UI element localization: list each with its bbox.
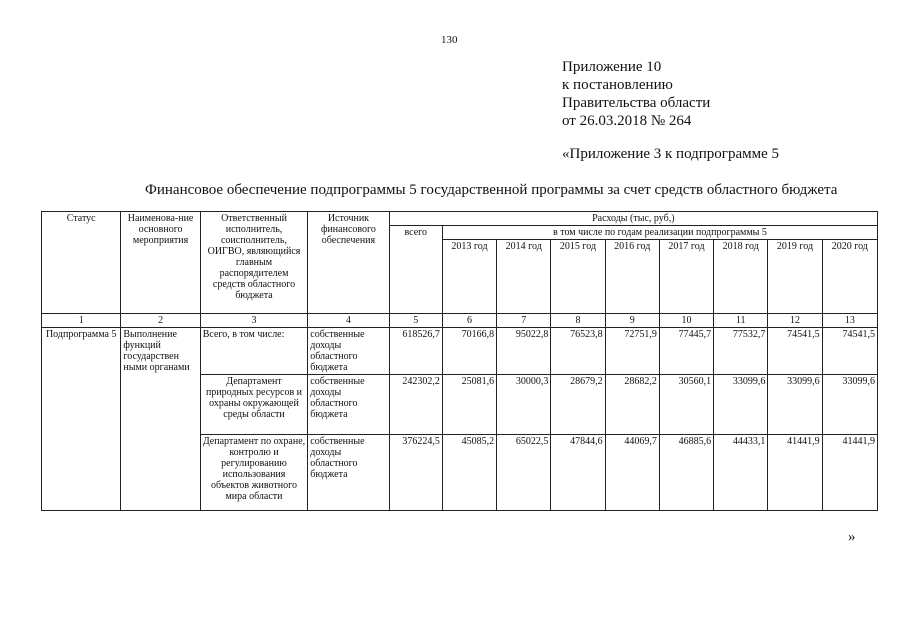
value-cell: 41441,9 bbox=[768, 435, 822, 511]
responsible-cell: Департамент природных ресурсов и охраны окружающей среды области bbox=[200, 375, 308, 435]
header-year: 2018 год bbox=[714, 240, 768, 314]
total-cell: 242302,2 bbox=[389, 375, 442, 435]
value-cell: 65022,5 bbox=[497, 435, 551, 511]
value-cell: 76523,8 bbox=[551, 328, 605, 375]
value-cell: 44069,7 bbox=[605, 435, 659, 511]
column-number: 11 bbox=[714, 314, 768, 328]
value-cell: 44433,1 bbox=[714, 435, 768, 511]
column-number: 13 bbox=[822, 314, 877, 328]
value-cell: 74541,5 bbox=[822, 328, 877, 375]
header-responsible: Ответственный исполнитель, соисполнитель, ОИГВО, являющийся главным распорядителем средств областного бюджета bbox=[200, 212, 308, 314]
header-year: 2020 год bbox=[822, 240, 877, 314]
total-cell: 376224,5 bbox=[389, 435, 442, 511]
value-cell: 77445,7 bbox=[659, 328, 713, 375]
status-cell: Подпрограмма 5 bbox=[42, 328, 121, 511]
column-number: 2 bbox=[121, 314, 200, 328]
column-number: 10 bbox=[659, 314, 713, 328]
column-number: 7 bbox=[497, 314, 551, 328]
value-cell: 95022,8 bbox=[497, 328, 551, 375]
value-cell: 77532,7 bbox=[714, 328, 768, 375]
header-row-1 bbox=[42, 212, 878, 226]
appendix-line-3: Правительства области bbox=[562, 95, 711, 111]
header-year: 2013 год bbox=[442, 240, 496, 314]
value-cell: 70166,8 bbox=[442, 328, 496, 375]
value-cell: 33099,6 bbox=[714, 375, 768, 435]
header-year: 2015 год bbox=[551, 240, 605, 314]
financing-table bbox=[41, 211, 878, 511]
value-cell: 25081,6 bbox=[442, 375, 496, 435]
header-year: 2014 год bbox=[497, 240, 551, 314]
value-cell: 47844,6 bbox=[551, 435, 605, 511]
value-cell: 74541,5 bbox=[768, 328, 822, 375]
column-number: 9 bbox=[605, 314, 659, 328]
appendix-line-1: Приложение 10 bbox=[562, 59, 662, 75]
header-total: всего bbox=[389, 226, 442, 314]
header-source: Источник финансового обеспечения bbox=[308, 212, 389, 314]
sub-appendix: «Приложение 3 к подпрограмме 5 bbox=[562, 146, 780, 162]
column-number: 1 bbox=[42, 314, 121, 328]
value-cell: 33099,6 bbox=[822, 375, 877, 435]
value-cell: 46885,6 bbox=[659, 435, 713, 511]
header-name: Наименова-ние основного мероприятия bbox=[121, 212, 200, 314]
appendix-header bbox=[562, 58, 710, 130]
page-number: 130 bbox=[441, 34, 458, 46]
source-cell: собственные доходы областного бюджета bbox=[308, 435, 389, 511]
header-year: 2019 год bbox=[768, 240, 822, 314]
value-cell: 30560,1 bbox=[659, 375, 713, 435]
column-number: 4 bbox=[308, 314, 389, 328]
value-cell: 30000,3 bbox=[497, 375, 551, 435]
closing-quote: » bbox=[848, 529, 856, 545]
header-by-years: в том числе по годам реализации подпрограммы 5 bbox=[442, 226, 877, 240]
value-cell: 28682,2 bbox=[605, 375, 659, 435]
header-year: 2016 год bbox=[605, 240, 659, 314]
value-cell: 45085,2 bbox=[442, 435, 496, 511]
value-cell: 28679,2 bbox=[551, 375, 605, 435]
appendix-line-4: от 26.03.2018 № 264 bbox=[562, 113, 692, 129]
column-number: 6 bbox=[442, 314, 496, 328]
column-number-row bbox=[42, 314, 878, 328]
header-status: Статус bbox=[42, 212, 121, 314]
activity-cell: Выполнение функций государствен ными органами bbox=[121, 328, 200, 511]
header-year: 2017 год bbox=[659, 240, 713, 314]
value-cell: 41441,9 bbox=[822, 435, 877, 511]
source-cell: собственные доходы областного бюджета bbox=[308, 375, 389, 435]
responsible-cell: Всего, в том числе: bbox=[200, 328, 308, 375]
table-row bbox=[42, 328, 878, 375]
total-cell: 618526,7 bbox=[389, 328, 442, 375]
document-title: Финансовое обеспечение подпрограммы 5 государственной программы за счет средств областного бюджета bbox=[145, 182, 838, 198]
column-number: 3 bbox=[200, 314, 308, 328]
source-cell: собственные доходы областного бюджета bbox=[308, 328, 389, 375]
header-expenses: Расходы (тыс, руб,) bbox=[389, 212, 877, 226]
value-cell: 33099,6 bbox=[768, 375, 822, 435]
column-number: 8 bbox=[551, 314, 605, 328]
appendix-line-2: к постановлению bbox=[562, 77, 673, 93]
column-number: 12 bbox=[768, 314, 822, 328]
column-number: 5 bbox=[389, 314, 442, 328]
value-cell: 72751,9 bbox=[605, 328, 659, 375]
responsible-cell: Департамент по охране, контролю и регулированию использования объектов животного мира области bbox=[200, 435, 308, 511]
